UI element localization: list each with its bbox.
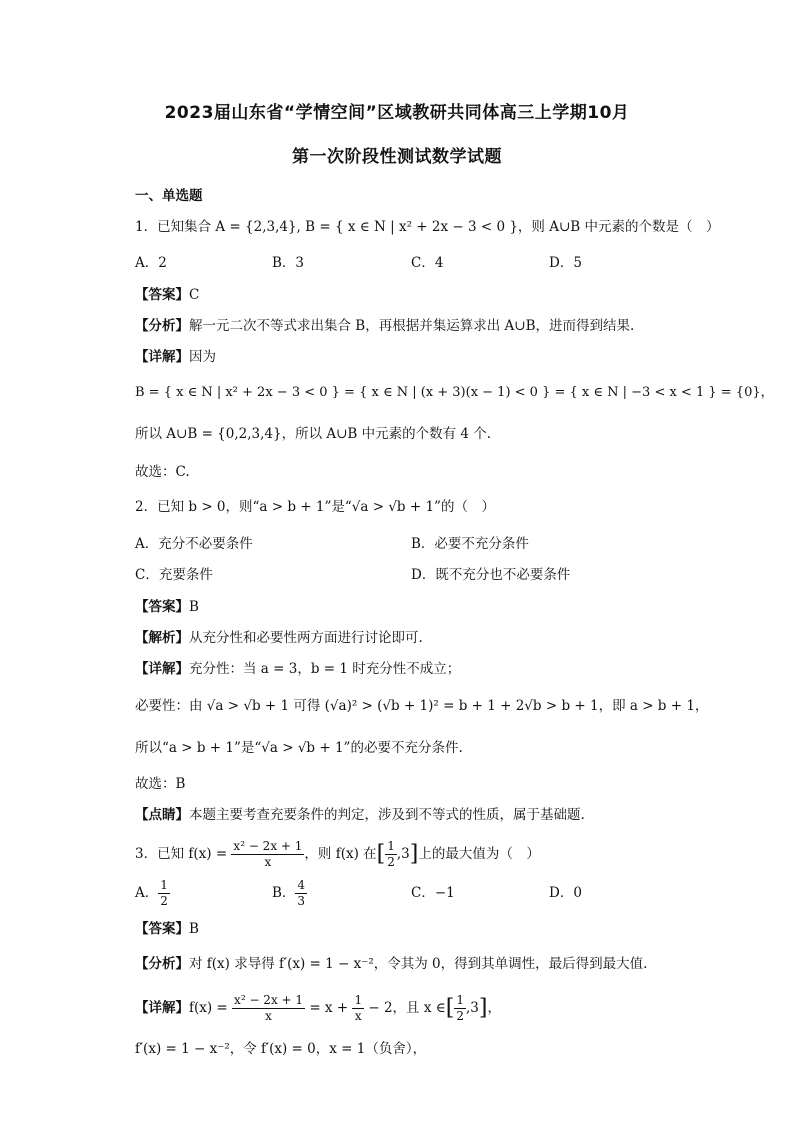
q3-fraction	[231, 839, 304, 870]
answer-tag: 【答案】	[135, 921, 189, 937]
q2-detail	[135, 658, 460, 680]
detail-tag: 【详解】	[135, 661, 189, 677]
q3-fraction-denominator: x	[264, 855, 272, 869]
answer-tag: 【答案】	[135, 287, 189, 303]
q3-stem-pre: 3．已知 f(x) =	[135, 846, 232, 862]
numerator: x² − 2x + 1	[234, 993, 304, 1007]
q2-stem: 2．已知 b > 0，则“a > b + 1”是“√a > √b + 1”的（ ）	[135, 499, 495, 515]
q2-result: 所以“a > b + 1”是“√a > √b + 1”的必要不充分条件.	[135, 740, 463, 756]
q3-interval-numerator: 1	[387, 839, 395, 853]
detail-mid: = x +	[305, 1000, 353, 1016]
detail-pre: f(x) =	[189, 1000, 233, 1016]
q2-answer	[135, 596, 199, 618]
q2-option-b: B．必要不充分条件	[411, 536, 529, 552]
left-bracket-icon: [	[376, 841, 386, 867]
numerator: 1	[456, 993, 464, 1007]
detail-tag: 【详解】	[135, 349, 189, 365]
q2-option-a: A．充分不必要条件	[135, 536, 253, 552]
q3-interval-fraction	[385, 839, 397, 870]
q1-analysis	[135, 315, 634, 337]
left-bracket-icon: [	[445, 995, 455, 1021]
option-letter: A．	[135, 885, 159, 901]
detail-post: − 2，且 x ∈	[364, 1000, 446, 1016]
q3-derivative-line: f′(x) = 1 − x⁻²，令 f′(x) = 0，x = 1（负舍），	[135, 1041, 427, 1057]
q3-interval-denominator: 2	[387, 855, 395, 869]
answer-value: B	[189, 599, 199, 615]
q2-option-d: D．既不充分也不必要条件	[411, 567, 571, 583]
numerator: 4	[297, 878, 306, 892]
q2-necessity: 必要性：由 √a > √b + 1 可得 (√a)² > (√b + 1)² = b + 1 + 2√b > b + 1，即 a > b + 1，	[135, 698, 709, 714]
detail-text: 充分性：当 a = 3，b = 1 时充分性不成立；	[189, 661, 461, 677]
analysis-tag: 【分析】	[135, 318, 189, 334]
q2-comment	[135, 804, 585, 826]
analysis-text: 解一元二次不等式求出集合 B，再根据并集运算求出 A∪B，进而得到结果.	[189, 318, 635, 334]
right-bracket-icon: ]	[409, 841, 419, 867]
denominator: 2	[160, 894, 168, 908]
denominator: x	[265, 1009, 272, 1023]
q1-answer	[135, 284, 199, 306]
denominator: x	[354, 1009, 362, 1023]
answer-value: B	[189, 921, 199, 937]
section-heading: 一、单选题	[135, 188, 203, 204]
q3-stem-mid: ，则 f(x) 在	[304, 846, 377, 862]
q1-option-b: B．3	[272, 255, 305, 271]
q2-option-c: C．充要条件	[135, 567, 213, 583]
q3-option-a-fraction	[158, 878, 170, 909]
q1-stem: 1．已知集合 A = {2,3,4}, B = { x ∈ N | x² + 2x − 3 < 0 }，则 A∪B 中元素的个数是（ ）	[135, 219, 720, 235]
q3-option-d: D．0	[549, 885, 582, 901]
detail-text: 因为	[189, 349, 216, 365]
page-title-line2: 第一次阶段性测试数学试题	[292, 147, 502, 167]
numerator: 1	[160, 878, 168, 892]
q3-analysis	[135, 953, 647, 975]
q3-detail-fraction	[232, 993, 305, 1024]
denominator: 3	[297, 894, 306, 908]
detail-tag: 【详解】	[135, 1000, 189, 1016]
q3-answer	[135, 918, 199, 940]
q1-option-d: D．5	[549, 255, 582, 271]
denominator: 2	[456, 1009, 464, 1023]
analysis-tag: 【解析】	[135, 630, 189, 646]
analysis-tag: 【分析】	[135, 956, 189, 972]
numerator: 1	[354, 993, 363, 1007]
q3-option-c: C．−1	[411, 885, 455, 901]
q3-option-b-fraction	[295, 878, 307, 909]
option-letter: B．	[272, 885, 296, 901]
q3-detail	[135, 990, 501, 1027]
q3-option-a	[135, 876, 170, 910]
q1-union-result: 所以 A∪B = {0,2,3,4}，所以 A∪B 中元素的个数有 4 个.	[135, 426, 492, 442]
q2-conclusion: 故选：B	[135, 776, 186, 792]
q3-option-b	[272, 876, 307, 910]
q1-option-a: A．2	[135, 255, 167, 271]
page-title-line1: 2023届山东省“学情空间”区域教研共同体高三上学期10月	[164, 103, 630, 123]
answer-value: C	[189, 287, 200, 303]
q2-analysis	[135, 627, 423, 649]
q3-stem	[135, 836, 540, 873]
q3-fraction-numerator: x² − 2x + 1	[233, 839, 303, 853]
right-bracket-icon: ]	[478, 995, 488, 1021]
q1-detail	[135, 346, 216, 368]
comma: ，	[487, 1000, 501, 1016]
q3-detail-fraction-2	[352, 993, 364, 1024]
comment-tag: 【点睛】	[135, 807, 189, 823]
q1-equation: B = { x ∈ N | x² + 2x − 3 < 0 } = { x ∈ N | (x + 3)(x − 1) < 0 } = { x ∈ N | −3 < x < 1 } = {0}，	[135, 385, 774, 400]
q1-option-c: C．4	[411, 255, 444, 271]
detail-interval-rest: ,3	[466, 1000, 479, 1016]
analysis-text: 对 f(x) 求导得 f′(x) = 1 − x⁻²，令其为 0，得到其单调性，最后得到最大值.	[189, 956, 648, 972]
q1-conclusion: 故选：C.	[135, 464, 190, 480]
q3-stem-post: 上的最大值为（ ）	[418, 846, 540, 862]
comment-text: 本题主要考查充要条件的判定，涉及到不等式的性质，属于基础题.	[189, 807, 585, 823]
q3-detail-interval	[454, 993, 466, 1024]
analysis-text: 从充分性和必要性两方面进行讨论即可.	[189, 630, 423, 646]
answer-tag: 【答案】	[135, 599, 189, 615]
q3-interval-rest: ,3	[396, 846, 410, 862]
